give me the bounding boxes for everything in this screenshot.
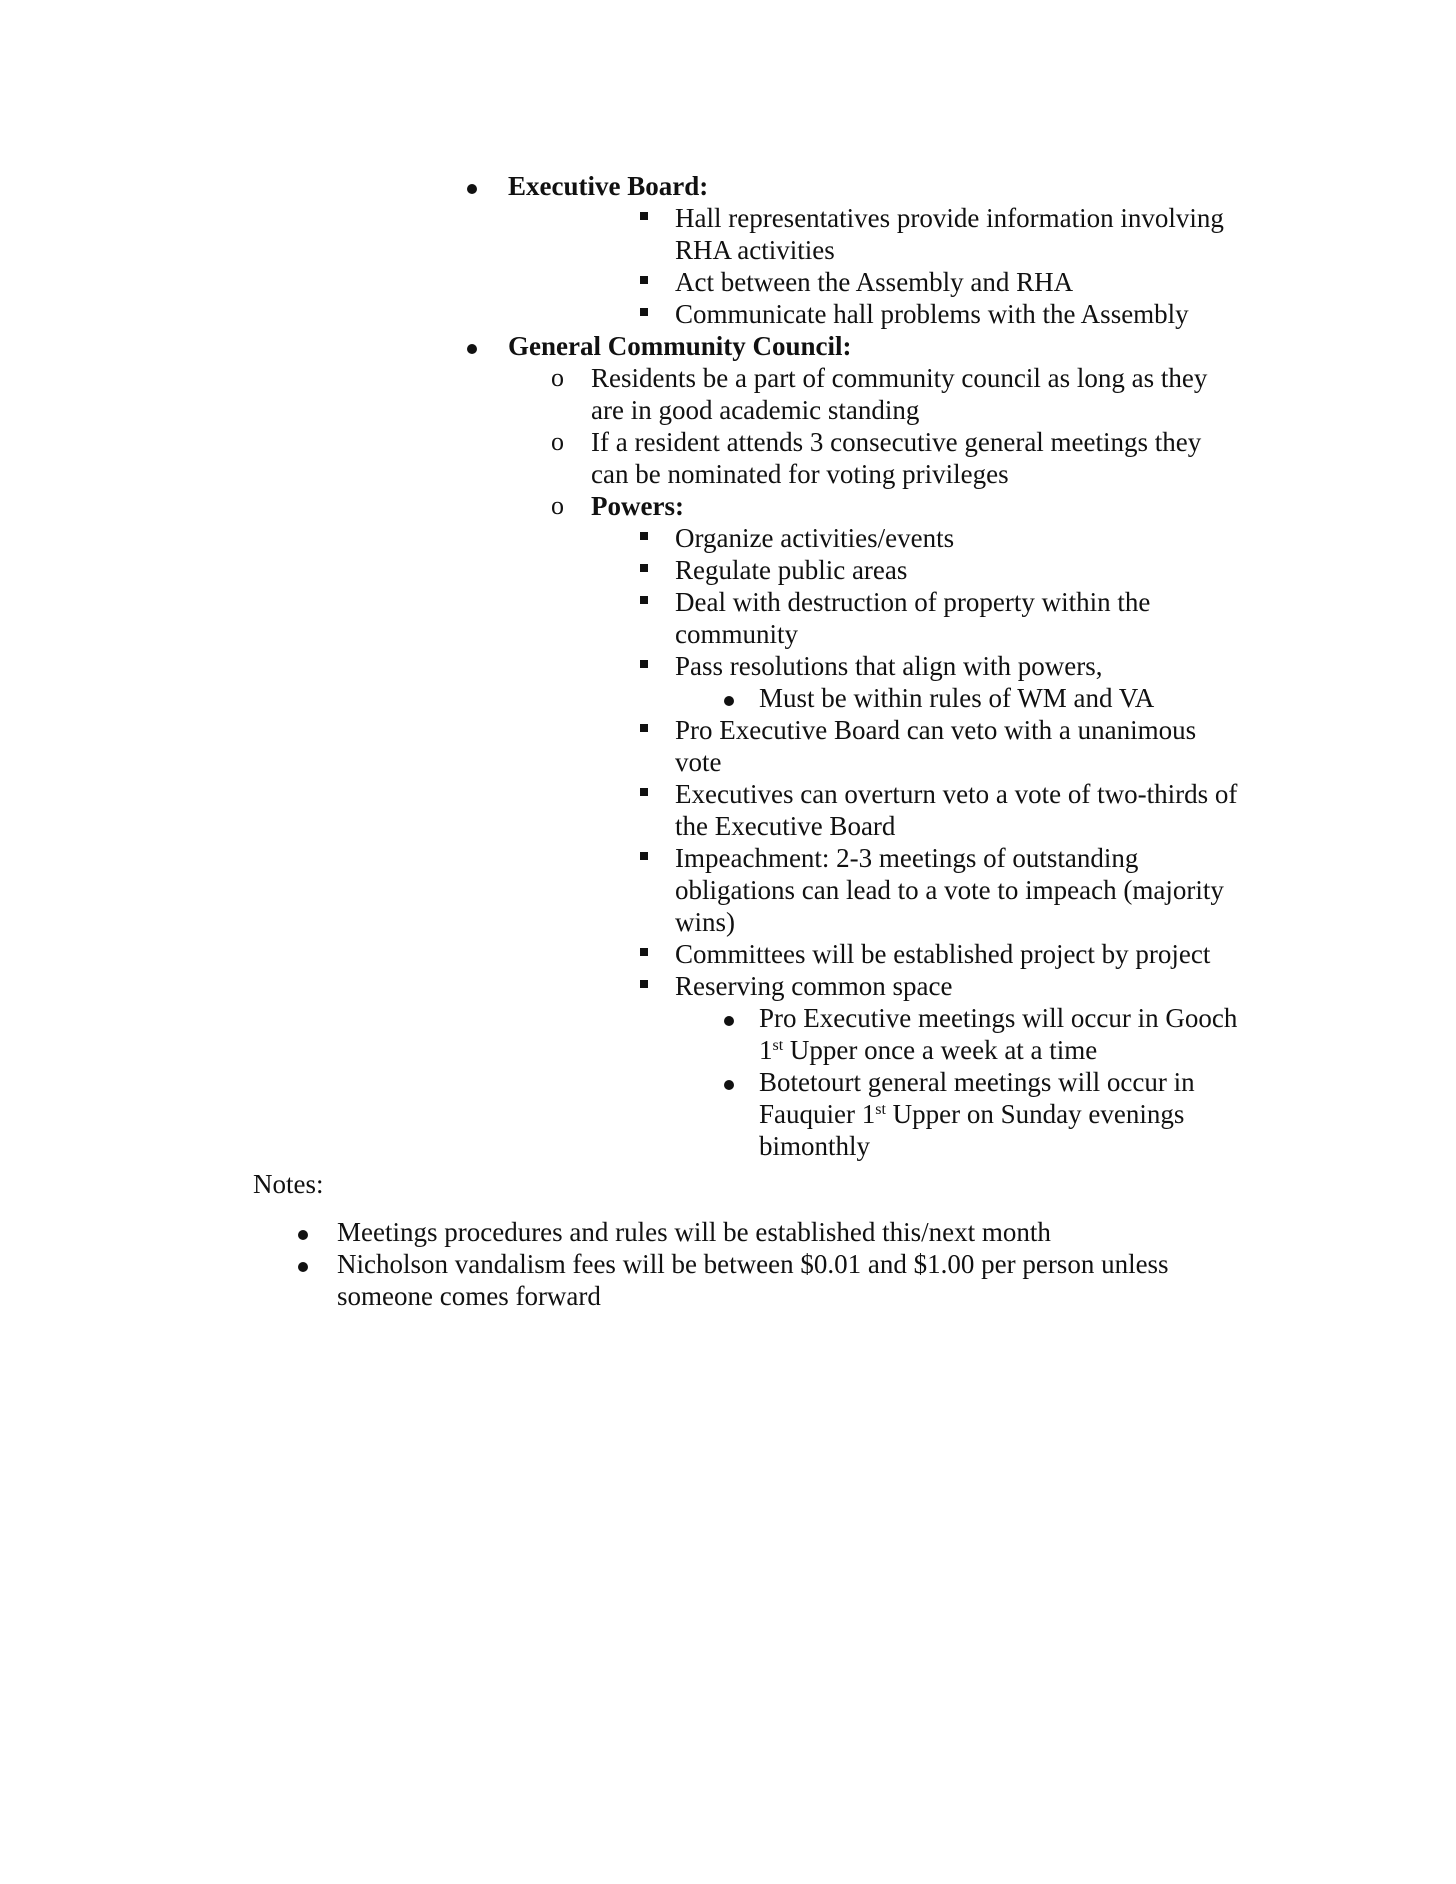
exec-item-2: Act between the Assembly and RHA	[675, 267, 1074, 297]
power-7-line-1: Impeachment: 2-3 meetings of outstanding	[675, 843, 1139, 873]
power-9-sub-2-line-3: bimonthly	[759, 1131, 871, 1161]
note-1: Meetings procedures and rules will be established this/next month	[337, 1217, 1051, 1247]
square-bullet-icon	[640, 532, 648, 540]
power-9-sub-1-line-1: Pro Executive meetings will occur in Gooch	[759, 1003, 1238, 1033]
square-bullet-icon	[640, 308, 648, 316]
exec-item-3: Communicate hall problems with the Assembly	[675, 299, 1189, 329]
power-1: Organize activities/events	[675, 523, 955, 553]
square-bullet-icon	[640, 276, 648, 284]
square-bullet-icon	[640, 564, 648, 572]
powers-heading: Powers:	[591, 491, 684, 521]
council-heading: General Community Council:	[508, 331, 852, 361]
square-bullet-icon	[640, 212, 648, 220]
circle-bullet-icon: o	[551, 363, 564, 392]
power-4: Pass resolutions that align with powers,	[675, 651, 1103, 681]
power-2: Regulate public areas	[675, 555, 908, 585]
power-7-line-2: obligations can lead to a vote to impeach (majority	[675, 875, 1224, 905]
square-bullet-icon	[640, 948, 648, 956]
power-5-line-1: Pro Executive Board can veto with a unanimous	[675, 715, 1197, 745]
bullet-icon	[724, 696, 734, 706]
power-9: Reserving common space	[675, 971, 953, 1001]
square-bullet-icon	[640, 788, 648, 796]
bullet-icon	[724, 1016, 734, 1026]
council-item-1-line-2: are in good academic standing	[591, 395, 920, 425]
power-8: Committees will be established project by project	[675, 939, 1211, 969]
square-bullet-icon	[640, 596, 648, 604]
note-2-line-2: someone comes forward	[337, 1281, 601, 1311]
power-9-sub-2-line-2: Fauquier 1st Upper on Sunday evenings	[759, 1099, 1185, 1129]
council-item-1-line-1: Residents be a part of community council as long as they	[591, 363, 1208, 393]
power-7-line-3: wins)	[675, 907, 735, 937]
square-bullet-icon	[640, 852, 648, 860]
exec-item-1-line-2: RHA activities	[675, 235, 835, 265]
power-3-line-1: Deal with destruction of property within the	[675, 587, 1151, 617]
council-item-2-line-1: If a resident attends 3 consecutive general meetings they	[591, 427, 1202, 457]
power-9-sub-2-line-1: Botetourt general meetings will occur in	[759, 1067, 1195, 1097]
square-bullet-icon	[640, 724, 648, 732]
bullet-icon	[467, 184, 477, 194]
power-6-line-2: the Executive Board	[675, 811, 896, 841]
notes-heading: Notes:	[253, 1169, 324, 1199]
circle-bullet-icon: o	[551, 427, 564, 456]
council-item-2-line-2: can be nominated for voting privileges	[591, 459, 1009, 489]
power-6-line-1: Executives can overturn veto a vote of two-thirds of	[675, 779, 1238, 809]
bullet-icon	[298, 1230, 308, 1240]
bullet-icon	[724, 1080, 734, 1090]
exec-item-1-line-1: Hall representatives provide information involving	[675, 203, 1224, 233]
bullet-icon	[298, 1262, 308, 1272]
power-9-sub-1-line-2: 1st Upper once a week at a time	[759, 1035, 1098, 1065]
power-3-line-2: community	[675, 619, 798, 649]
square-bullet-icon	[640, 980, 648, 988]
exec-board-heading: Executive Board:	[508, 171, 709, 201]
circle-bullet-icon: o	[551, 491, 564, 520]
power-5-line-2: vote	[675, 747, 722, 777]
square-bullet-icon	[640, 660, 648, 668]
power-4-sub: Must be within rules of WM and VA	[759, 683, 1155, 713]
note-2-line-1: Nicholson vandalism fees will be between $0.01 and $1.00 per person unless	[337, 1249, 1169, 1279]
bullet-icon	[467, 344, 477, 354]
